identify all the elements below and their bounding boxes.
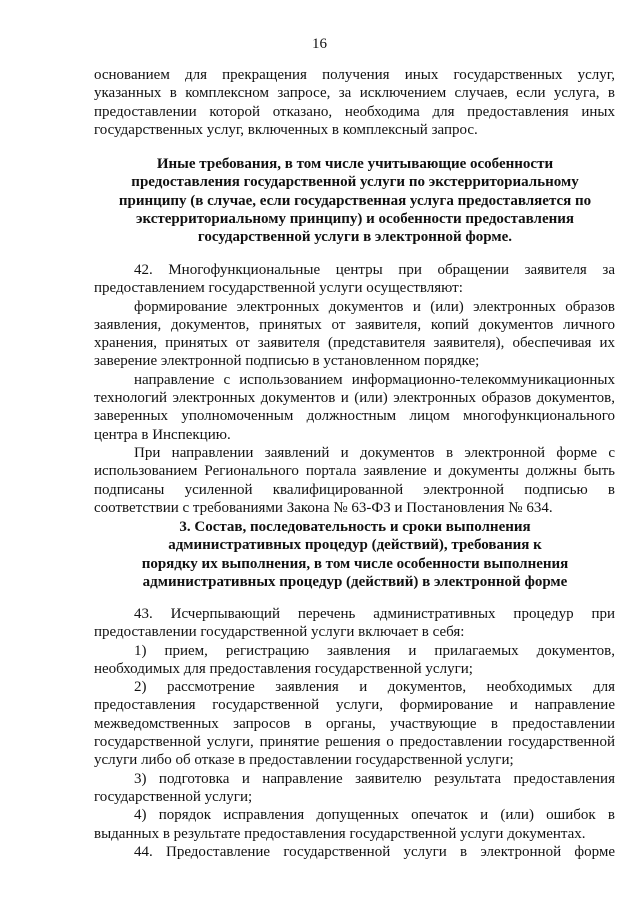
section-heading-2 [100, 518, 610, 591]
clause-42-item-b: направление с использованием информационно-телекоммуникационных технологий электронных документов и (или) электронных образов документов, заверенных уполномоченным должностным лицом многофункционального центра в Инспекцию. [94, 371, 615, 443]
clause-43-item-4: 4) порядок исправления допущенных опечаток и (или) ошибок в выданных в результате предоставления государственной услуги документах. [94, 807, 615, 842]
heading-line: Иные требования, в том числе учитывающие особенности [156, 156, 554, 172]
heading-line: 3. Состав, последовательность и сроки выполнения [179, 519, 531, 535]
page-number: 16 [312, 36, 327, 52]
clause-43-item-3: 3) подготовка и направление заявителю результата предоставления государственной услуги; [94, 770, 615, 805]
clause-42-intro: 42. Многофункциональные центры при обращении заявителя за предоставлением государственной услуги осуществляют: [94, 262, 615, 297]
clause-42 [94, 261, 615, 517]
heading-line: предоставления государственной услуги по экстерриториальному [131, 174, 579, 191]
clause-43-intro: 43. Исчерпывающий перечень административных процедур при предоставлении государственной услуги включает в себя: [94, 606, 615, 641]
heading-line: административных процедур (действий) в электронной форме [142, 573, 568, 590]
heading-line: экстерриториальному принципу) и особенности предоставления [136, 210, 574, 227]
clause-43-item-2: 2) рассмотрение заявления и документов, необходимых для предоставления государственной услуги, формирование и направление межведомственных запросов в органы, участвующие в предоставлении государственной услуги, принятие решения о предоставлении государственной услуги либо об отказе в предоставлении государственной услуги; [94, 679, 615, 769]
heading-line: принципу (в случае, если государственная услуга предоставляется по [118, 192, 592, 209]
clause-43 [94, 605, 615, 861]
paragraph-text: основанием для прекращения получения иных государственных услуг, указанных в комплексном запросе, за исключением случаев, если услуга, в предоставлении которой отказано, необходима для предоставления иных государственных услуг, включенных в комплексный запрос. [94, 67, 615, 138]
heading-line: административных процедур (действий), требования к [168, 537, 542, 554]
heading-line: порядку их выполнения, в том числе особенности выполнения [141, 555, 569, 572]
heading-line: государственной услуги в электронной форме. [197, 229, 513, 246]
clause-43-item-1: 1) прием, регистрацию заявления и прилагаемых документов, необходимых для предоставления государственной услуги; [94, 642, 615, 677]
clause-44-start: 44. Предоставление государственной услуги в электронной форме [134, 843, 615, 860]
clause-42-item-c: При направлении заявлений и документов в электронной форме с использованием Регионального портала заявление и документы должны быть подписаны усиленной квалифицированной электронной подписью в соответствии с требованиями Закона № 63-ФЗ и Постановления № 634. [94, 444, 615, 516]
clause-42-item-a: формирование электронных документов и (или) электронных образов заявления, документов, принятых от заявителя, копий документов личного хранения, принятых от заявителя (представителя заявителя), обеспечивая их заверение электронной подписью в установленном порядке; [94, 298, 615, 370]
paragraph-continuation [94, 66, 615, 139]
section-heading-1 [100, 155, 610, 246]
